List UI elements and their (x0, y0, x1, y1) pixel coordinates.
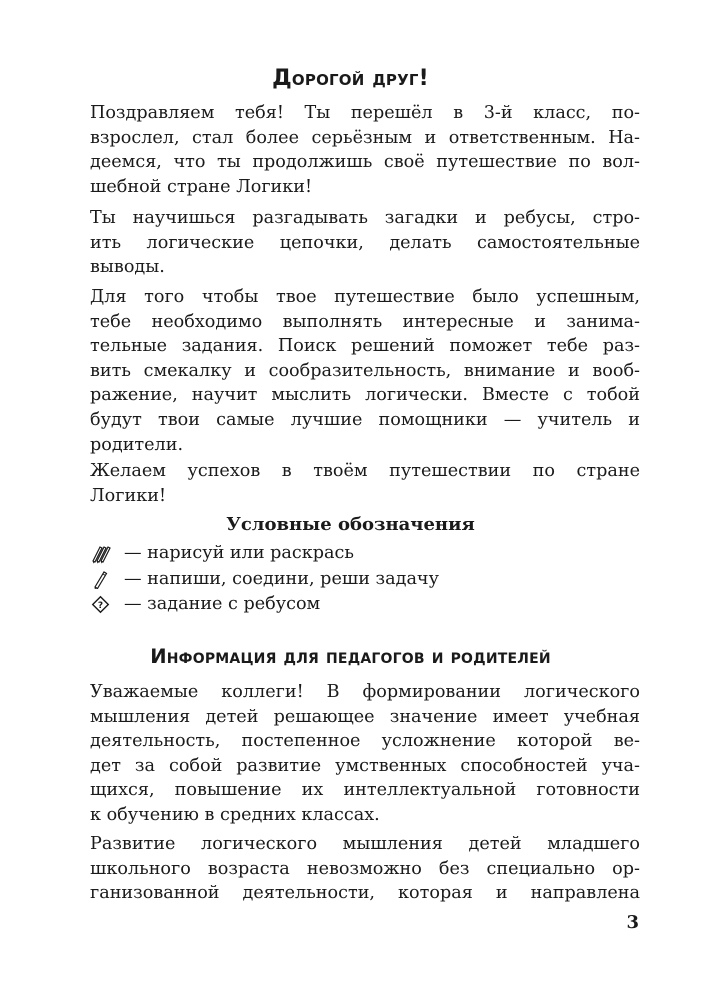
text-line: Логики! (90, 485, 167, 506)
legend-list (90, 541, 640, 618)
intro-paragraph-1 (90, 101, 640, 199)
heading-dear-friend: Дорогой друг! (272, 66, 429, 91)
pen-icon (90, 569, 114, 589)
svg-text:?: ? (97, 600, 104, 611)
legend-item-draw (90, 541, 640, 567)
text-line: к обучению в средних классах. (90, 804, 380, 825)
text-line: мышления детей решающее значение имеет учебная (90, 706, 640, 727)
legend-item-text: — напиши, соедини, реши задачу (124, 568, 439, 589)
info-paragraph-1 (90, 680, 640, 828)
text-line: взрослел, стал более серьёзным и ответственным. На- (90, 127, 640, 148)
intro-paragraph-2 (90, 206, 640, 280)
intro-paragraph-3 (90, 285, 640, 457)
text-line: Поздравляем тебя! Ты перешёл в 3-й класс, по- (90, 103, 640, 123)
text-line: деемся, что ты продолжишь своё путешествие по вол- (90, 152, 640, 173)
text-line: вить смекалку и сообразительность, внимание и вооб- (90, 360, 640, 381)
text-line: Ты научишься разгадывать загадки и ребусы, стро- (90, 208, 640, 228)
legend-title: Условные обозначения (226, 514, 475, 535)
text-line: Для того чтобы твое путешествие было успешным, (90, 287, 640, 307)
text-line: тельные задания. Поиск решений поможет тебе раз- (90, 336, 640, 357)
text-line: тебе необходимо выполнять интересные и занима- (90, 311, 640, 332)
text-line: выводы. (90, 257, 165, 278)
text-line: деятельность, постепенное усложнение которой ве- (90, 731, 640, 752)
text-line: Желаем успехов в твоём путешествии по стране (90, 461, 640, 481)
rebus-icon (90, 595, 114, 615)
text-line: дет за собой развитие умственных способностей уча- (90, 755, 640, 776)
pencils-icon (90, 544, 114, 564)
legend-item-text: — нарисуй или раскрась (124, 543, 354, 563)
text-line: ить логические цепочки, делать самостоятельные (90, 232, 640, 253)
text-line: Развитие логического мышления детей младшего (90, 834, 640, 854)
text-line: ражение, научит мыслить логически. Вместе с тобой (90, 385, 640, 406)
page-number: 3 (626, 912, 639, 933)
heading-info-teachers: Информация для педагогов и родителей (150, 645, 551, 668)
text-line: ганизованной деятельности, которая и направлена (90, 883, 640, 904)
info-paragraph-2 (90, 832, 640, 906)
legend-item-write (90, 567, 640, 593)
text-line: школьного возраста невозможно без специально ор- (90, 858, 640, 879)
legend-item-rebus (90, 592, 640, 618)
text-line: Уважаемые коллеги! В формировании логического (90, 682, 640, 702)
text-line: родители. (90, 434, 184, 455)
legend-item-text: — задание с ребусом (124, 594, 321, 614)
text-line: шебной стране Логики! (90, 176, 313, 197)
text-line: будут твои самые лучшие помощники — учитель и (90, 409, 640, 430)
text-line: щихся, повышение их интеллектуальной готовности (90, 780, 640, 801)
intro-paragraph-4 (90, 459, 640, 508)
